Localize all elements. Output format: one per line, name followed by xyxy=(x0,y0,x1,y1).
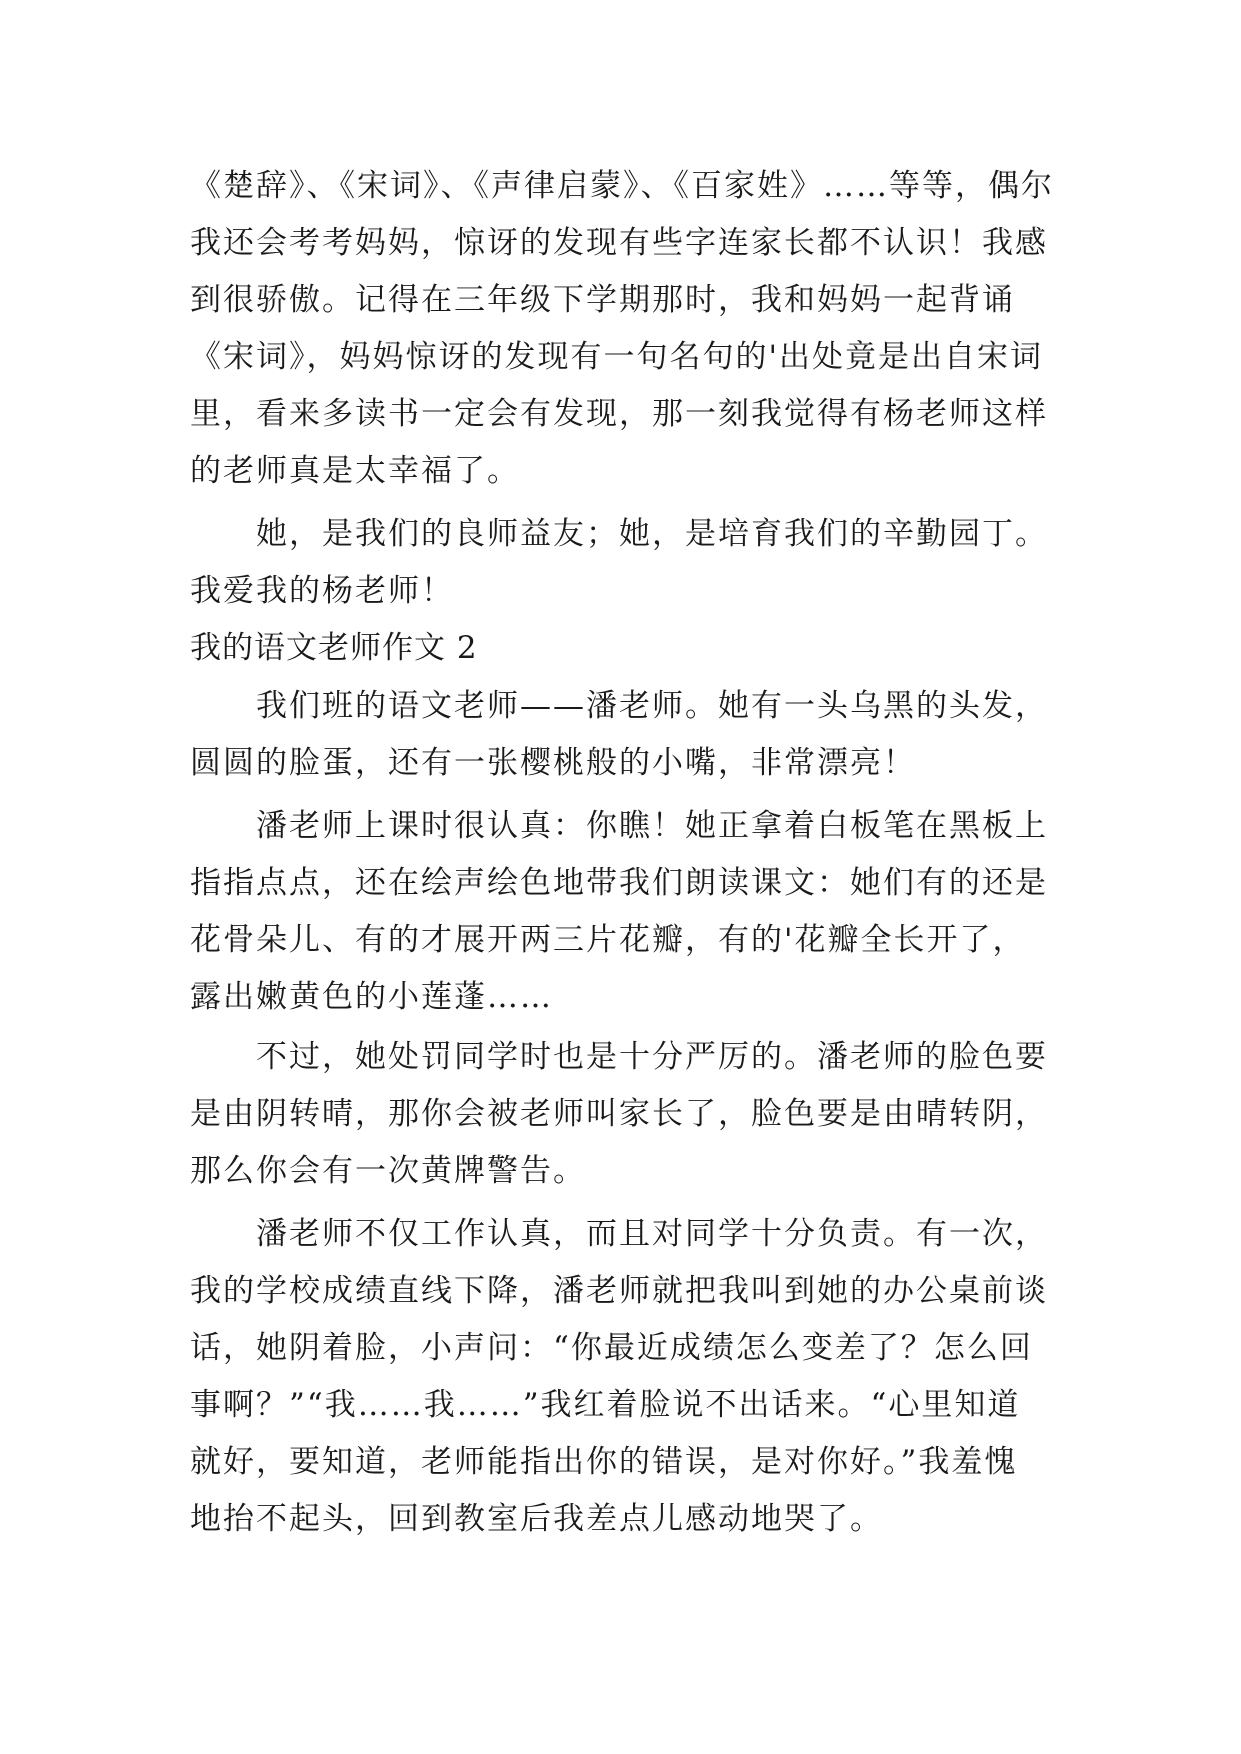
text-line: 那么你会有一次黄牌警告。 xyxy=(190,1153,586,1189)
text-line: 是由阴转晴，那你会被老师叫家长了，脸色要是由晴转阴， xyxy=(190,1096,1048,1132)
paragraph-first-line: 潘老师上课时很认真：你瞧！她正拿着白板笔在黑板上 xyxy=(256,808,1048,844)
text-line: 我还会考考妈妈，惊讶的发现有些字连家长都不认识！我感 xyxy=(190,225,1048,261)
text-line: 圆圆的脸蛋，还有一张樱桃般的小嘴，非常漂亮！ xyxy=(190,745,916,781)
text-line: 话，她阴着脸，小声问：“你最近成绩怎么变差了？怎么回 xyxy=(190,1330,1033,1366)
text-line: 事啊？”“我……我……”我红着脸说不出话来。“心里知道 xyxy=(190,1387,1021,1423)
text-line: 《宋词》，妈妈惊讶的发现有一句名句的'出处竟是出自宋词 xyxy=(190,339,1044,375)
text-line: 《楚辞》、《宋词》、《声律启蒙》、《百家姓》……等等，偶尔 xyxy=(190,168,1054,204)
text-line: 我爱我的杨老师！ xyxy=(190,573,454,609)
paragraph-first-line: 不过，她处罚同学时也是十分严厉的。潘老师的脸色要 xyxy=(256,1039,1048,1075)
text-line: 指指点点，还在绘声绘色地带我们朗读课文：她们有的还是 xyxy=(190,865,1048,901)
text-line: 花骨朵儿、有的才展开两三片花瓣，有的'花瓣全长开了， xyxy=(190,922,1026,958)
text-line: 露出嫩黄色的小莲蓬…… xyxy=(190,979,553,1015)
text-line: 我的学校成绩直线下降，潘老师就把我叫到她的办公桌前谈 xyxy=(190,1273,1048,1309)
text-line: 里，看来多读书一定会有发现，那一刻我觉得有杨老师这样 xyxy=(190,396,1048,432)
text-line: 地抬不起头，回到教室后我差点儿感动地哭了。 xyxy=(190,1501,883,1537)
paragraph-first-line: 她，是我们的良师益友；她，是培育我们的辛勤园丁。 xyxy=(256,516,1048,552)
section-heading: 我的语文老师作文 2 xyxy=(190,630,478,666)
text-line: 到很骄傲。记得在三年级下学期那时，我和妈妈一起背诵 xyxy=(190,282,1015,318)
paragraph-first-line: 潘老师不仅工作认真，而且对同学十分负责。有一次， xyxy=(256,1216,1048,1252)
paragraph-first-line: 我们班的语文老师——潘老师。她有一头乌黑的头发， xyxy=(256,688,1048,724)
text-line: 就好，要知道，老师能指出你的错误，是对你好。”我羞愧 xyxy=(190,1444,1018,1480)
text-line: 的老师真是太幸福了。 xyxy=(190,453,520,489)
